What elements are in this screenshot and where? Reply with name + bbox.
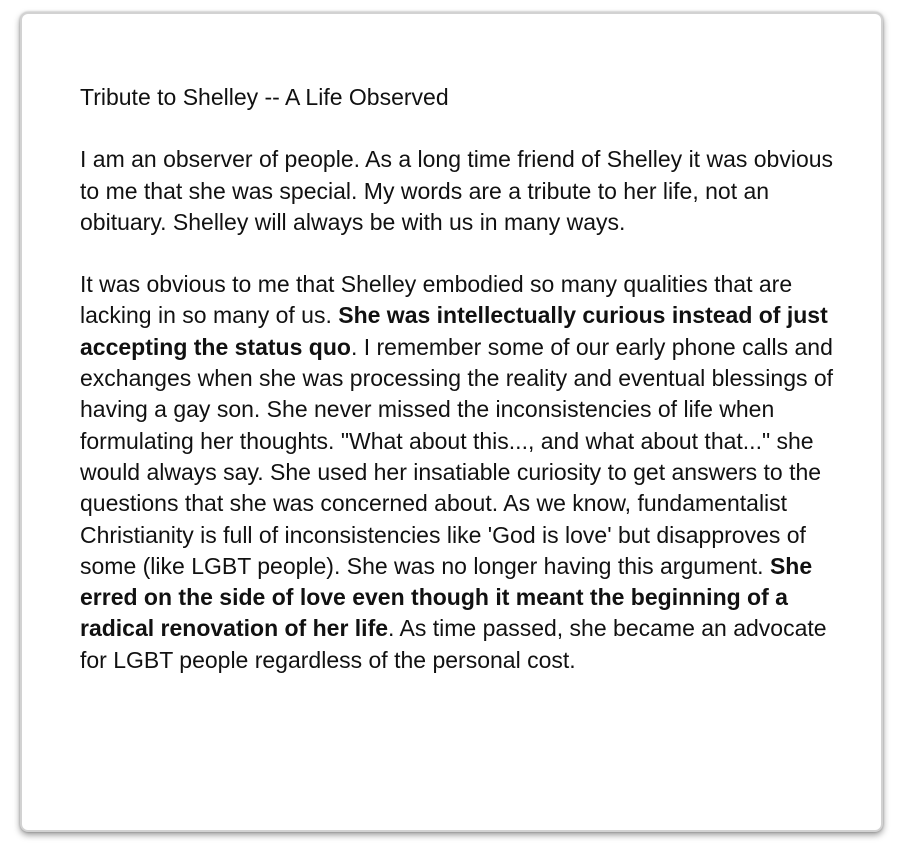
document-title: Tribute to Shelley -- A Life Observed bbox=[80, 84, 449, 110]
document-body bbox=[80, 82, 840, 676]
paragraph-qualities bbox=[80, 269, 840, 676]
paragraph-intro: I am an observer of people. As a long time friend of Shelley it was obvious to me that she was special. My words are a tribute to her life, not an obituary. Shelley will always be with us in many ways. bbox=[80, 146, 834, 235]
bold-emphasis: She was intellectually curious instead of just accepting the status quo bbox=[80, 302, 828, 360]
paragraph-text: . I remember some of our early phone calls and exchanges when she was processing the reality and eventual blessings of having a gay son. She never missed the inconsistencies of life when formulating her thoughts. "What about this..., and what about that..." she would always say. She used her insatiable curiosity to get answers to the questions that she was concerned about. As we know, fundamentalist Christianity is full of inconsistencies like 'God is love' but disapproves of some (like LGBT people). She was no longer having this argument. bbox=[80, 333, 834, 579]
paragraph-text: . As time passed, she became an advocate for LGBT people regardless of the personal cost. bbox=[80, 615, 827, 673]
document-card bbox=[20, 12, 883, 832]
bold-emphasis: She erred on the side of love even though it meant the beginning of a radical renovation of her life bbox=[80, 552, 813, 642]
paragraph-text: It was obvious to me that Shelley embodied so many qualities that are lacking in so many of us. bbox=[80, 271, 793, 329]
